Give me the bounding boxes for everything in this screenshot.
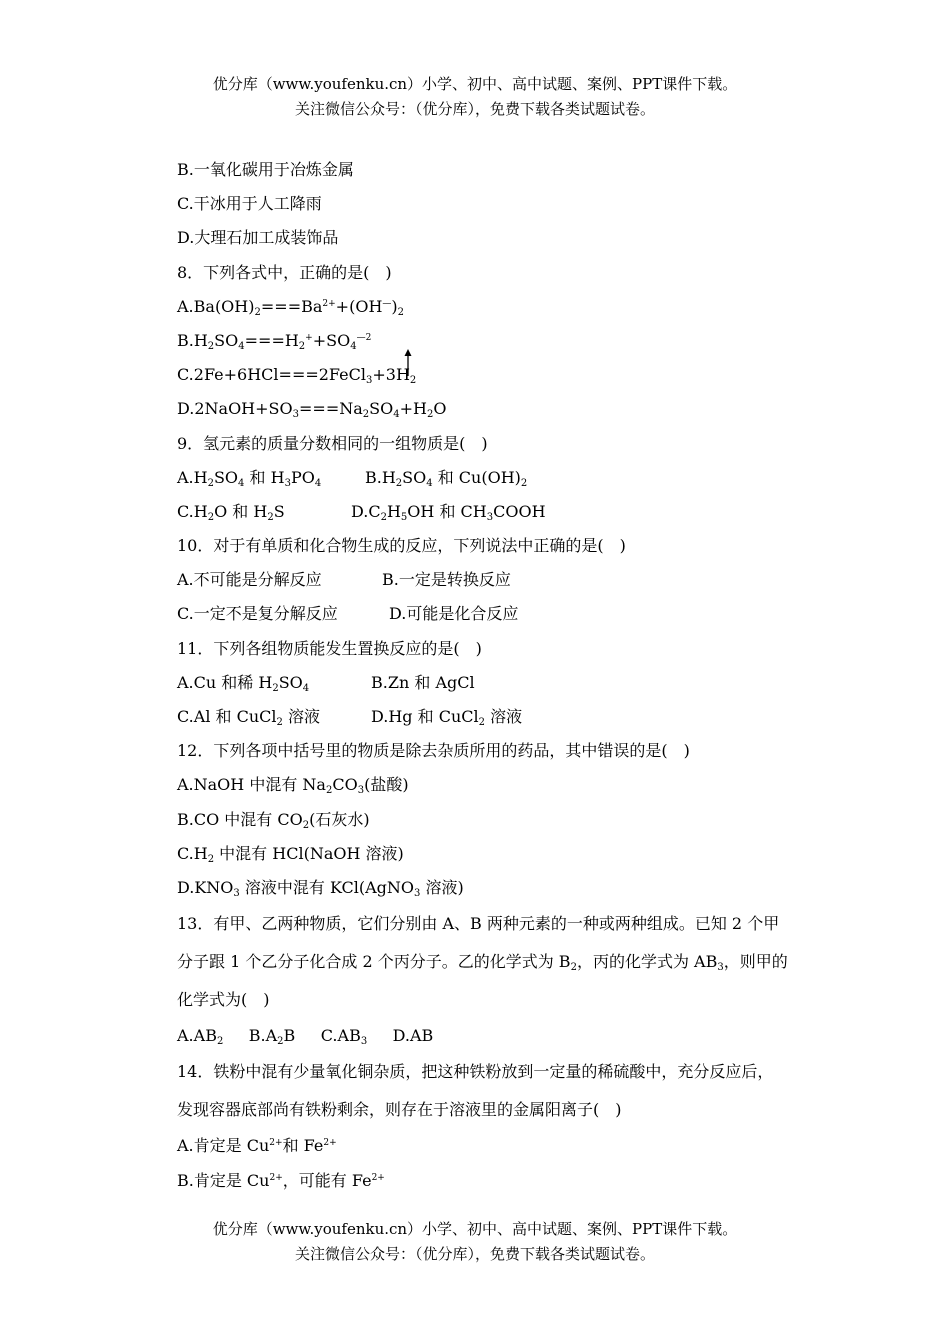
q14-option-a: A.肯定是 $Cu^{2+}$和 $Fe^{2+}$ <box>177 1136 337 1156</box>
q14-stem-line-2: 发现容器底部尚有铁粉剩余，则存在于溶液里的金属阳离子( ) <box>177 1100 622 1120</box>
q9-options-ab <box>177 461 817 495</box>
q9-option-b: $B.H_2SO_4$ 和 $Cu(OH)_2$ <box>365 467 528 489</box>
q10-stem: 10．对于有单质和化合物生成的反应，下列说法中正确的是( ) <box>177 536 626 556</box>
q11-options-cd <box>177 700 817 734</box>
question-body <box>177 153 817 1198</box>
footer-line-1: 优分库（www.youfenku.cn）小学、初中、高中试题、案例、PPT课件下载。 <box>212 1220 738 1238</box>
q11-option-c: C.Al 和 CuCl$_2$ 溶液 <box>177 707 320 728</box>
q13-stem-line-2: 分子跟 1 个乙分子化合成 2 个丙分子。乙的化学式为 $B_2$，丙的化学式为 $AB_3$，则甲的 <box>177 952 788 974</box>
q10-option-b: B.一定是转换反应 <box>382 570 511 590</box>
q8-stem: 8．下列各式中，正确的是( ) <box>177 262 392 282</box>
q9-options-cd <box>177 495 817 529</box>
q13-options <box>177 1019 817 1053</box>
q7-option-c: C.干冰用于人工降雨 <box>177 194 322 214</box>
q7-option-b: B.一氧化碳用于冶炼金属 <box>177 160 354 179</box>
q9-option-a: $A.H_2SO_4$ 和 $H_3PO_4$ <box>177 467 322 489</box>
q12-option-b: B.CO 中混有 $CO_2$(石灰水) <box>177 809 370 831</box>
q9-stem: 9．氢元素的质量分数相同的一组物质是( ) <box>177 433 488 453</box>
q13-option-a: $A.AB_2$ <box>177 1026 224 1048</box>
q8-option-c: $C.2Fe+6HCl===2FeCl_3+3H_2$ <box>177 365 417 387</box>
q11-options-ab <box>177 666 817 700</box>
q8-option-a: $A.Ba(OH)_2===Ba^{2+}+(OH^—)_2$ <box>177 296 405 318</box>
q10-option-c: C.一定不是复分解反应 <box>177 604 338 624</box>
q14-stem-line-1: 14．铁粉中混有少量氧化铜杂质，把这种铁粉放到一定量的稀硫酸中，充分反应后， <box>177 1062 774 1082</box>
q8-option-d: $D.2NaOH+SO_3===Na_2SO_4+H_2O$ <box>177 399 447 421</box>
page-header <box>0 72 950 122</box>
q10-options-cd <box>177 597 817 631</box>
q13-option-b: $B.A_2B$ <box>248 1026 296 1048</box>
q10-options-ab <box>177 563 817 597</box>
header-line-1: 优分库（www.youfenku.cn）小学、初中、高中试题、案例、PPT课件下载。 <box>212 75 738 93</box>
q13-stem-line-3: 化学式为( ) <box>177 990 270 1010</box>
q13-option-c: $C.AB_3$ <box>320 1026 368 1048</box>
header-line-2: 关注微信公众号：（优分库），免费下载各类试题试卷。 <box>294 100 655 118</box>
q9-option-d: $D.C_2H_5OH$ 和 $CH_3COOH$ <box>351 501 546 523</box>
q11-stem: 11．下列各组物质能发生置换反应的是( ) <box>177 638 482 658</box>
gas-arrow-up-icon <box>403 349 413 377</box>
q12-option-d: $D.KNO_3$ 溶液中混有 KCl(AgNO$_3$ 溶液) <box>177 877 464 899</box>
q13-stem-line-1: 13．有甲、乙两种物质，它们分别由 A、B 两种元素的一种或两种组成。已知 2 个甲 <box>177 914 780 934</box>
q7-option-d: D.大理石加工成装饰品 <box>177 228 339 248</box>
q10-option-d: D.可能是化合反应 <box>389 604 519 624</box>
q11-option-d: D.Hg 和 CuCl$_2$ 溶液 <box>371 707 523 728</box>
q13-option-d: D.AB <box>392 1026 434 1046</box>
q12-option-c: $C.H_2$ 中混有 HCl(NaOH 溶液) <box>177 843 404 865</box>
q11-option-b: B.Zn 和 AgCl <box>371 672 475 692</box>
q10-option-a: A.不可能是分解反应 <box>177 570 322 590</box>
q14-option-b: B.肯定是 $Cu^{2+}$，可能有 $Fe^{2+}$ <box>177 1170 385 1190</box>
q9-option-c: $C.H_2O$ 和 $H_2S$ <box>177 501 285 523</box>
q12-option-a: A.NaOH 中混有 $Na_2CO_3$(盐酸) <box>177 775 409 797</box>
page-footer <box>0 1217 950 1267</box>
q12-stem: 12．下列各项中括号里的物质是除去杂质所用的药品，其中错误的是( ) <box>177 741 690 761</box>
footer-line-2: 关注微信公众号：（优分库），免费下载各类试题试卷。 <box>294 1245 655 1263</box>
q8-option-b: $B.H_2SO_4===H_2^++SO_4^{—2}$ <box>177 330 372 352</box>
q11-option-a: A.Cu 和稀 $H_2SO_4$ <box>177 672 310 694</box>
